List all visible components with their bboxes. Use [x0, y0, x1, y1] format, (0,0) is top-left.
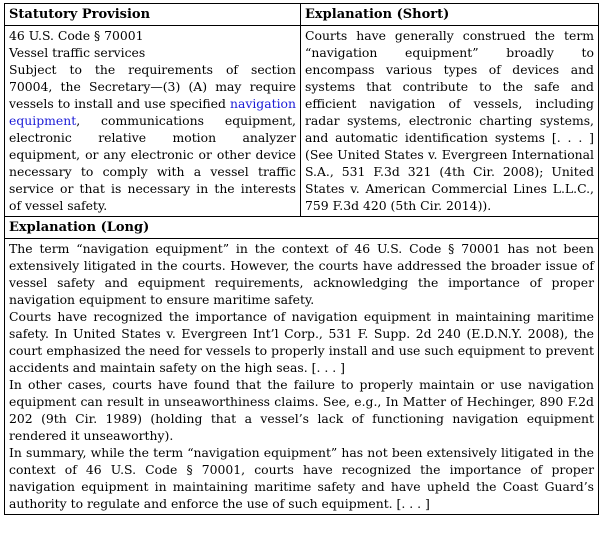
long-content-row: [5, 239, 599, 515]
provision-title: Vessel traffic services: [9, 45, 146, 60]
provision-text-after: , communications equipment, electronic relative motion analyzer equipment, or any electronic or other device necessary to comply with a vessel traffic service or that is necessary in the interests of vessel safety.: [9, 113, 296, 213]
short-explanation-cell: Courts have generally construed the term “navigation equipment” broadly to encompass various types of devices and systems that contribute to the safe and efficient navigation of vessels, including radar systems, electronic charting systems, and automatic identification systems [. . . ] (See United States v. Evergreen International S.A., 531 F.3d 321 (4th Cir. 2008); United States v. American Commercial Lines L.L.C., 759 F.3d 420 (5th Cir. 2014)).: [301, 26, 599, 217]
navigation-equipment-link[interactable]: navigation equipment: [9, 96, 296, 128]
long-explanation-cell: [5, 239, 599, 515]
provision-code: 46 U.S. Code § 70001: [9, 28, 144, 43]
provision-text: [9, 61, 296, 214]
header-row: [5, 4, 599, 26]
long-explanation-header: Explanation (Long): [5, 217, 599, 239]
document: [4, 3, 598, 515]
short-explanation-header: Explanation (Short): [301, 4, 599, 26]
long-header-row: [5, 217, 599, 239]
content-row: [5, 26, 599, 217]
statutory-provision-cell: [5, 26, 301, 217]
long-paragraph: In summary, while the term “navigation equipment” has not been extensively litigated in the context of 46 U.S. Code § 70001, courts have recognized the importance of proper navigation equipment in maintaining maritime safety and have upheld the Coast Guard’s authority to regulate and enforce the use of such equipment. [. . . ]: [9, 445, 594, 511]
long-paragraph: The term “navigation equipment” in the context of 46 U.S. Code § 70001 has not been extensively litigated in the courts. However, the courts have addressed the broader issue of vessel safety and equipment requirements, acknowledging the importance of proper navigation equipment to ensure maritime safety.: [9, 241, 594, 307]
provision-table: [4, 3, 599, 515]
provision-text-before: Subject to the requirements of section 70004, the Secretary—(3) (A) may require vessels to install and use specified: [9, 62, 296, 111]
long-paragraph: Courts have recognized the importance of navigation equipment in maintaining maritime safety. In United States v. Evergreen Int’l Corp., 531 F. Supp. 2d 240 (E.D.N.Y. 2008), the court emphasized the need for vessels to properly install and use such equipment to prevent accidents and maintain safety on the high seas. [. . . ]: [9, 309, 594, 375]
long-paragraph: In other cases, courts have found that the failure to properly maintain or use navigation equipment can result in unseaworthiness claims. See, e.g., In Matter of Hechinger, 890 F.2d 202 (9th Cir. 1989) (holding that a vessel’s lack of functioning navigation equipment rendered it unseaworthy).: [9, 377, 594, 443]
statutory-provision-header: Statutory Provision: [5, 4, 301, 26]
